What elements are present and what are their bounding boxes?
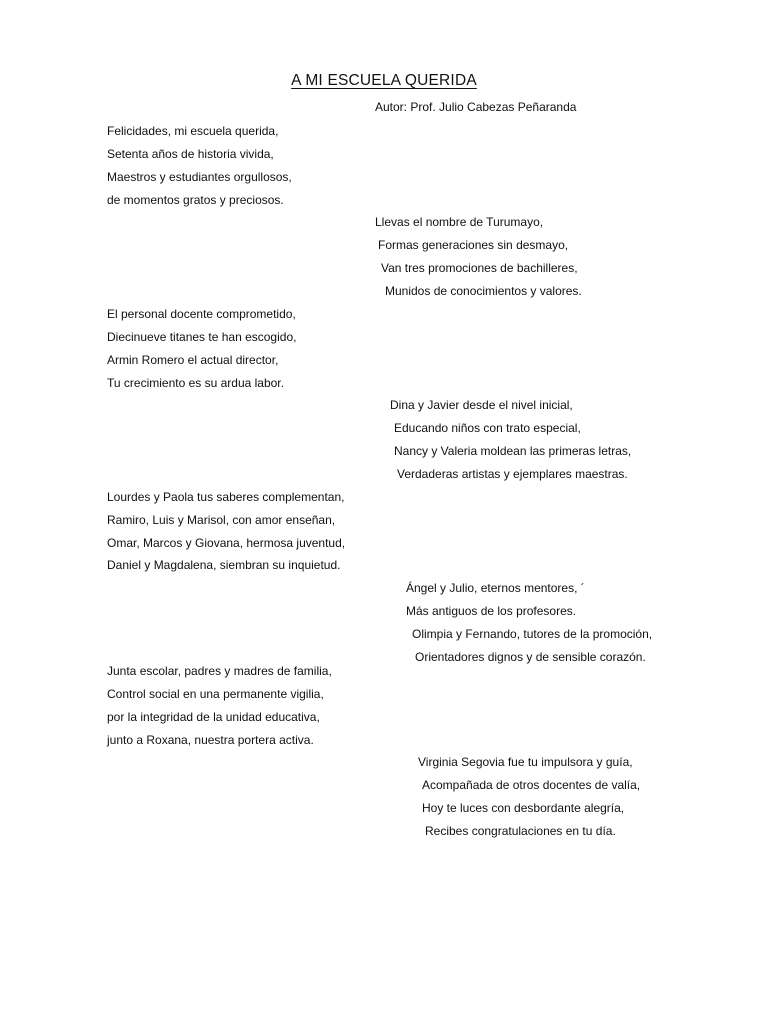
stanza-1-line-2: Setenta años de historia vivida, [107, 147, 274, 161]
stanza-1-line-4: de momentos gratos y preciosos. [107, 193, 284, 207]
stanza-6-line-2: Más antiguos de los profesores. [406, 604, 577, 618]
stanza-8-line-1: Virginia Segovia fue tu impulsora y guía, [418, 755, 633, 769]
poem-title: A MI ESCUELA QUERIDA [291, 72, 477, 89]
stanza-6-line-3: Olimpia y Fernando, tutores de la promoción, [412, 627, 653, 641]
stanza-7-line-4: junto a Roxana, nuestra portera activa. [107, 733, 314, 747]
stanza-1-line-1: Felicidades, mi escuela querida, [107, 124, 279, 138]
stanza-5-line-4: Daniel y Magdalena, siembran su inquietud. [107, 558, 341, 572]
stanza-3-line-1: El personal docente comprometido, [107, 307, 296, 321]
stanza-8-line-4: Recibes congratulaciones en tu día. [425, 824, 616, 838]
stanza-2-line-3: Van tres promociones de bachilleres, [381, 261, 578, 275]
stanza-3-line-4: Tu crecimiento es su ardua labor. [107, 376, 284, 390]
stanza-6-line-4: Orientadores dignos y de sensible corazón. [415, 650, 646, 664]
stanza-4-line-2: Educando niños con trato especial, [394, 421, 581, 435]
stanza-8-line-2: Acompañada de otros docentes de valía, [422, 778, 641, 792]
stanza-4-line-4: Verdaderas artistas y ejemplares maestras. [397, 467, 628, 481]
stanza-2-line-2: Formas generaciones sin desmayo, [378, 238, 569, 252]
stanza-6-line-1: Ángel y Julio, eternos mentores, ´ [406, 581, 585, 595]
stanza-5-line-1: Lourdes y Paola tus saberes complementan, [107, 490, 345, 504]
stanza-1-line-3: Maestros y estudiantes orgullosos, [107, 170, 292, 184]
stanza-4-line-3: Nancy y Valeria moldean las primeras letras, [394, 444, 632, 458]
stanza-3-line-3: Armin Romero el actual director, [107, 353, 279, 367]
poem-author: Autor: Prof. Julio Cabezas Peñaranda [375, 100, 577, 114]
stanza-5-line-3: Omar, Marcos y Giovana, hermosa juventud, [107, 536, 346, 550]
stanza-5-line-2: Ramiro, Luis y Marisol, con amor enseñan, [107, 513, 336, 527]
stanza-7-line-1: Junta escolar, padres y madres de familia, [107, 664, 332, 678]
stanza-4-line-1: Dina y Javier desde el nivel inicial, [390, 398, 573, 412]
stanza-8-line-3: Hoy te luces con desbordante alegría, [422, 801, 625, 815]
stanza-2-line-4: Munidos de conocimientos y valores. [385, 284, 582, 298]
stanza-2-line-1: Llevas el nombre de Turumayo, [375, 215, 544, 229]
stanza-7-line-3: por la integridad de la unidad educativa, [107, 710, 320, 724]
stanza-3-line-2: Diecinueve titanes te han escogido, [107, 330, 297, 344]
stanza-7-line-2: Control social en una permanente vigilia, [107, 687, 324, 701]
